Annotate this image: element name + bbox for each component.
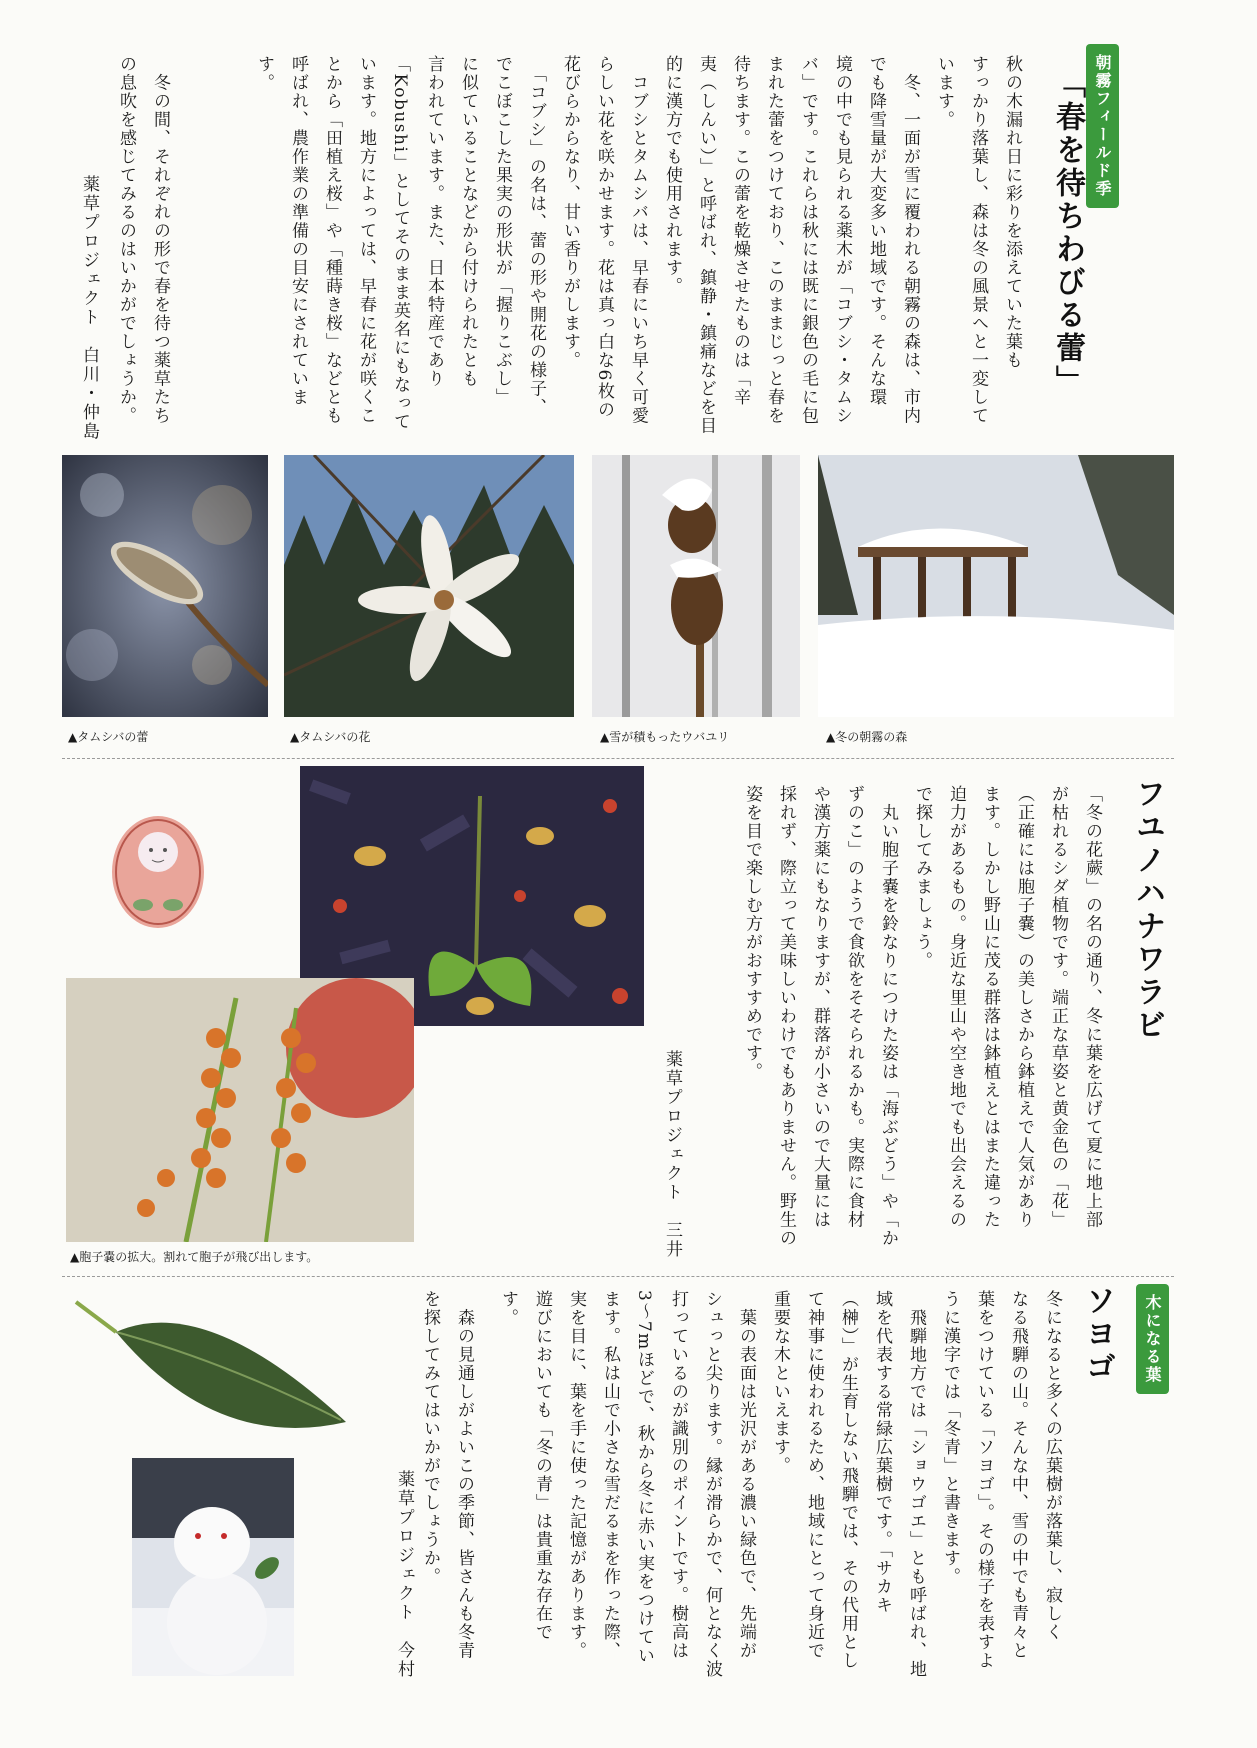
body-column: （榊）」が生育しない飛騨では、その代用とし [838, 1290, 858, 1670]
photo-caption: ▲胞子嚢の拡大。割れて胞子が飛び出します。 [70, 1250, 319, 1264]
body-column: 重要な木といえます。 [770, 1290, 790, 1475]
photo-spore-sacs [66, 978, 414, 1242]
section-divider [62, 758, 1174, 759]
body-column: 丸い胞子嚢を鈴なりにつけた姿は「海ぶどう」や「か [878, 785, 898, 1248]
body-column: 的に漢方でも使用されます。 [662, 55, 682, 296]
body-column: 飛騨地方では「ショウゴエ」とも呼ばれ、地 [906, 1290, 926, 1679]
body-column: ます。私は山で小さな雪だるまを作った際、 [600, 1290, 620, 1660]
body-column: て神事に使われるため、地域にとって身近で [804, 1290, 824, 1660]
body-column: うに漢字では「冬青」と書きます。 [940, 1290, 960, 1586]
body-column: 待ちます。この蕾を乾燥させたものは「辛 [730, 55, 750, 407]
body-column: ます。しかし野山に茂る群落は鉢植えとはまた違った [980, 785, 1000, 1229]
body-column: 「冬の花蕨」の名の通り、冬に葉を広げて夏に地上部 [1082, 785, 1102, 1229]
photo-tamushiba-flower [284, 455, 574, 717]
body-column: 秋の木漏れ日に彩りを添えていた葉も [1002, 55, 1022, 370]
photo-snow-ubayuri [592, 455, 800, 717]
body-column: 冬になると多くの広葉樹が落葉し、寂しく [1042, 1290, 1062, 1642]
body-column: でも降雪量が大変多い地域です。そんな環 [866, 55, 886, 407]
body-column: す。 [498, 1290, 518, 1327]
photo-soyogo-leaf [56, 1282, 356, 1452]
author-signature: 薬草プロジェクト 今村 [394, 1470, 414, 1679]
body-column: 呼ばれ、農作業の準備の目安にされていま [288, 55, 308, 407]
author-signature: 薬草プロジェクト 三井 [662, 1050, 682, 1259]
body-column: 境の中でも見られる薬木が「コブシ・タムシ [832, 55, 852, 425]
body-column: す。 [254, 55, 274, 92]
author-signature: 薬草プロジェクト 白川・仲島 [79, 175, 99, 441]
body-column: 域を代表する常緑広葉樹です。「サカキ [872, 1290, 892, 1615]
photo-caption: ▲雪が積もったウバユリ [600, 730, 730, 744]
body-column: シュっと尖ります。縁が滑らかで、何となく波 [702, 1290, 722, 1679]
photo-tamushiba-bud [62, 455, 268, 717]
article-title: ソヨゴ [1080, 1285, 1115, 1384]
body-column: とから「田植え桜」や「種蒔き桜」などとも [322, 55, 342, 425]
body-column: まれた蕾をつけており、このままじっと春を [764, 55, 784, 425]
photo-caption: ▲タムシバの蕾 [68, 730, 149, 744]
body-column: （正確には胞子嚢）の美しさから鉢植えで人気があり [1014, 785, 1034, 1229]
body-column: 3〜7mほどで、秋から冬に赤い実をつけてい [634, 1290, 654, 1666]
body-column: を探してみてはいかがでしょうか。 [420, 1290, 440, 1586]
body-column: すっかり落葉し、森は冬の風景へと一変して [968, 55, 988, 425]
body-column: 「Kobushi」としてそのまま英名にもなって [390, 55, 410, 431]
body-column: 花びらからなり、甘い香りがします。 [560, 55, 580, 370]
body-column: 迫力があるもの。身近な里山や空き地でも出会えるの [946, 785, 966, 1229]
body-column: バ」です。これらは秋には既に銀色の毛に包 [798, 55, 818, 425]
body-column: います。地方によっては、早春に花が咲くこ [356, 55, 376, 425]
body-column: 冬、一面が雪に覆われる朝霧の森は、市内 [900, 55, 920, 425]
body-column: らしい花を咲かせます。花は真っ白な6枚の [594, 55, 614, 419]
section-tag: 木になる葉 [1136, 1284, 1169, 1394]
article-title: フユノハナワラビ [1130, 778, 1165, 1042]
body-column: の息吹を感じてみるのはいかがでしょうか。 [116, 55, 136, 425]
body-column: 「コブシ」の名は、蕾の形や開花の様子、 [526, 55, 546, 417]
article-title: 「春を待ちわびる蕾」 [1050, 68, 1085, 398]
body-column: で探してみましょう。 [912, 785, 932, 970]
photo-snowman [132, 1458, 294, 1676]
body-column: 冬の間、それぞれの形で春を待つ薬草たち [150, 55, 170, 425]
photo-caption: ▲タムシバの花 [290, 730, 371, 744]
body-column: や漢方薬にもなりますが、群落が小さいので大量には [810, 785, 830, 1229]
body-column: が枯れるシダ植物です。端正な草姿と黄金色の「花」 [1048, 785, 1068, 1229]
body-column: 採れず、際立って美味しいわけでもありません。野生の [776, 785, 796, 1248]
body-column: 言われています。また、日本特産であり [424, 55, 444, 388]
body-column: います。 [934, 55, 954, 129]
body-column: 葉の表面は光沢がある濃い緑色で、先端が [736, 1290, 756, 1660]
body-column: 葉をつけている「ソヨゴ」。その様子を表すよ [974, 1290, 994, 1670]
body-column: 打っているのが識別のポイントです。樹高は [668, 1290, 688, 1660]
photo-winter-forest [818, 455, 1174, 717]
illustration-daruma [108, 810, 208, 932]
photo-caption: ▲冬の朝霧の森 [826, 730, 908, 744]
body-column: ずのこ」のようで食欲をそそられるかも。実際に食材 [844, 785, 864, 1229]
body-column: 姿を目で楽しむ方がおすすめです。 [742, 785, 762, 1081]
body-column: 遊びにおいても「冬の青」は貴重な存在で [532, 1290, 552, 1642]
body-column: でこぼこした果実の形状が「握りこぶし」 [492, 55, 512, 407]
body-column: 実を目に、葉を手に使った記憶があります。 [566, 1290, 586, 1660]
body-column: なる飛騨の山。そんな中、雪の中でも青々と [1008, 1290, 1028, 1660]
section-divider [62, 1276, 1174, 1277]
body-column: コブシとタムシバは、早春にいち早く可愛 [628, 55, 648, 425]
body-column: に似ていることなどから付けられたとも [458, 55, 478, 388]
body-column: 夷（しんい）」と呼ばれ、鎮静・鎮痛などを目 [696, 55, 716, 435]
body-column: 森の見通しがよいこの季節、皆さんも冬青 [454, 1290, 474, 1660]
section-tag: 朝霧フィールド季 [1086, 44, 1119, 208]
